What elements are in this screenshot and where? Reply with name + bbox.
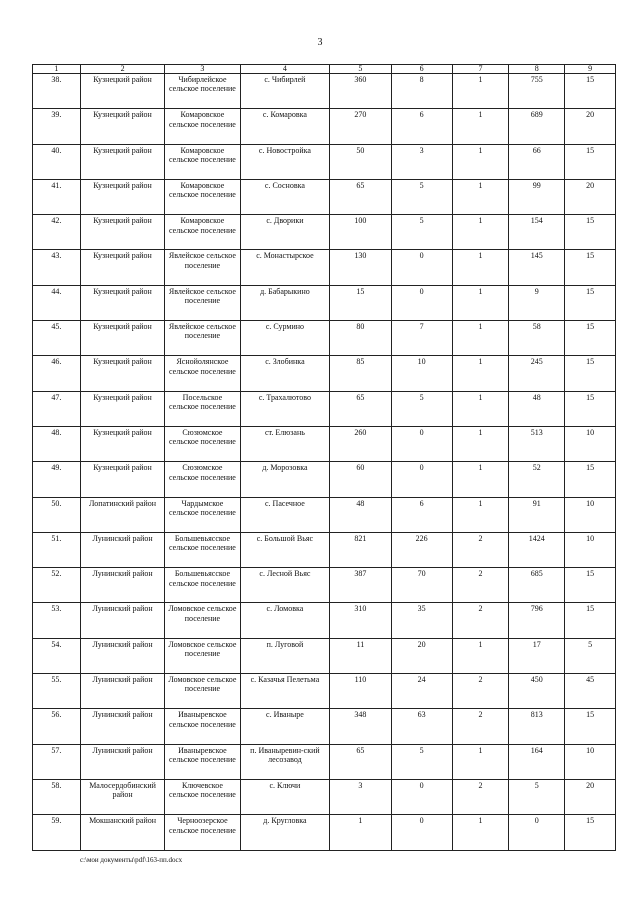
settlement-cell: Комаровское сельское поселение bbox=[165, 215, 240, 250]
col-8-value-cell: 145 bbox=[509, 250, 565, 285]
col-8-value-cell: 58 bbox=[509, 321, 565, 356]
col-8-value-cell: 164 bbox=[509, 744, 565, 779]
table-row bbox=[33, 674, 616, 709]
col-8-value-cell: 689 bbox=[509, 109, 565, 144]
settlement-cell: Явлейское сельское поселение bbox=[165, 285, 240, 320]
col-6-value-cell: 5 bbox=[391, 179, 452, 214]
col-9-value-cell: 15 bbox=[565, 321, 616, 356]
col-6-value-cell: 70 bbox=[391, 568, 452, 603]
col-5-value-cell: 310 bbox=[330, 603, 391, 638]
settlement-cell: Ломовское сельское поселение bbox=[165, 638, 240, 673]
col-6-value-cell: 10 bbox=[391, 356, 452, 391]
col-9-value-cell: 15 bbox=[565, 356, 616, 391]
locality-cell: с. Новостройка bbox=[240, 144, 330, 179]
col-9-value-cell: 15 bbox=[565, 603, 616, 638]
row-number-cell: 52. bbox=[33, 568, 81, 603]
row-number-cell: 45. bbox=[33, 321, 81, 356]
district-cell: Кузнецкий район bbox=[80, 215, 165, 250]
col-5-value-cell: 15 bbox=[330, 285, 391, 320]
col-8-value-cell: 66 bbox=[509, 144, 565, 179]
col-5-value-cell: 1 bbox=[330, 815, 391, 850]
col-6-value-cell: 226 bbox=[391, 532, 452, 567]
col-9-value-cell: 45 bbox=[565, 674, 616, 709]
row-number-cell: 49. bbox=[33, 462, 81, 497]
col-7-value-cell: 2 bbox=[452, 709, 509, 744]
col-8-value-cell: 685 bbox=[509, 568, 565, 603]
col-6-value-cell: 63 bbox=[391, 709, 452, 744]
col-6-value-cell: 0 bbox=[391, 779, 452, 814]
settlement-cell: Комаровское сельское поселение bbox=[165, 179, 240, 214]
locality-cell: с. Иваныре bbox=[240, 709, 330, 744]
settlement-cell: Комаровское сельское поселение bbox=[165, 144, 240, 179]
district-cell: Лунинский район bbox=[80, 568, 165, 603]
col-8-value-cell: 450 bbox=[509, 674, 565, 709]
col-9-value-cell: 15 bbox=[565, 568, 616, 603]
col-5-value-cell: 3 bbox=[330, 779, 391, 814]
col-6-value-cell: 8 bbox=[391, 74, 452, 109]
col-6-value-cell: 0 bbox=[391, 426, 452, 461]
table-row bbox=[33, 744, 616, 779]
col-7-value-cell: 2 bbox=[452, 674, 509, 709]
column-number-header: 8 bbox=[509, 65, 565, 74]
settlement-cell: Иваныревское сельское поселение bbox=[165, 709, 240, 744]
district-cell: Лунинский район bbox=[80, 532, 165, 567]
col-6-value-cell: 5 bbox=[391, 215, 452, 250]
col-6-value-cell: 0 bbox=[391, 285, 452, 320]
col-8-value-cell: 99 bbox=[509, 179, 565, 214]
row-number-cell: 38. bbox=[33, 74, 81, 109]
row-number-cell: 41. bbox=[33, 179, 81, 214]
col-7-value-cell: 1 bbox=[452, 462, 509, 497]
col-9-value-cell: 10 bbox=[565, 744, 616, 779]
col-8-value-cell: 1424 bbox=[509, 532, 565, 567]
table-row bbox=[33, 779, 616, 814]
locality-cell: с. Трахалютово bbox=[240, 391, 330, 426]
col-9-value-cell: 15 bbox=[565, 815, 616, 850]
district-cell: Кузнецкий район bbox=[80, 426, 165, 461]
column-number-header: 2 bbox=[80, 65, 165, 74]
col-8-value-cell: 245 bbox=[509, 356, 565, 391]
col-5-value-cell: 387 bbox=[330, 568, 391, 603]
row-number-cell: 44. bbox=[33, 285, 81, 320]
row-number-cell: 50. bbox=[33, 497, 81, 532]
col-7-value-cell: 1 bbox=[452, 426, 509, 461]
column-number-header: 6 bbox=[391, 65, 452, 74]
col-5-value-cell: 65 bbox=[330, 179, 391, 214]
col-7-value-cell: 1 bbox=[452, 74, 509, 109]
settlement-cell: Яснойолянское сельское поселение bbox=[165, 356, 240, 391]
col-7-value-cell: 1 bbox=[452, 179, 509, 214]
column-number-header: 4 bbox=[240, 65, 330, 74]
col-9-value-cell: 15 bbox=[565, 285, 616, 320]
col-5-value-cell: 48 bbox=[330, 497, 391, 532]
col-7-value-cell: 1 bbox=[452, 497, 509, 532]
locality-cell: с. Злобинка bbox=[240, 356, 330, 391]
district-cell: Лунинский район bbox=[80, 674, 165, 709]
col-7-value-cell: 1 bbox=[452, 285, 509, 320]
row-number-cell: 57. bbox=[33, 744, 81, 779]
row-number-cell: 46. bbox=[33, 356, 81, 391]
col-8-value-cell: 91 bbox=[509, 497, 565, 532]
settlement-cell: Сюзюмское сельское поселение bbox=[165, 462, 240, 497]
settlement-cell: Комаровское сельское поселение bbox=[165, 109, 240, 144]
district-cell: Лунинский район bbox=[80, 744, 165, 779]
table-row bbox=[33, 709, 616, 744]
footer-file-path: c:\мои документы\pdf\163-пп.docx bbox=[80, 856, 183, 864]
col-9-value-cell: 15 bbox=[565, 462, 616, 497]
col-9-value-cell: 15 bbox=[565, 709, 616, 744]
locality-cell: с. Дворики bbox=[240, 215, 330, 250]
locality-cell: с. Монастырское bbox=[240, 250, 330, 285]
col-8-value-cell: 52 bbox=[509, 462, 565, 497]
column-number-header: 9 bbox=[565, 65, 616, 74]
col-9-value-cell: 10 bbox=[565, 497, 616, 532]
locality-cell: ст. Елюзань bbox=[240, 426, 330, 461]
col-7-value-cell: 1 bbox=[452, 391, 509, 426]
col-5-value-cell: 65 bbox=[330, 744, 391, 779]
locality-cell: д. Бабарыкино bbox=[240, 285, 330, 320]
settlement-cell: Ключевское сельское поселение bbox=[165, 779, 240, 814]
settlement-cell: Чибирлейское сельское поселение bbox=[165, 74, 240, 109]
col-6-value-cell: 5 bbox=[391, 744, 452, 779]
district-cell: Кузнецкий район bbox=[80, 285, 165, 320]
table-row bbox=[33, 603, 616, 638]
column-number-header: 1 bbox=[33, 65, 81, 74]
locality-cell: с. Чибирлей bbox=[240, 74, 330, 109]
table-row bbox=[33, 815, 616, 850]
locality-cell: с. Комаровка bbox=[240, 109, 330, 144]
district-cell: Лопатинский район bbox=[80, 497, 165, 532]
district-cell: Кузнецкий район bbox=[80, 321, 165, 356]
settlement-cell: Большевьясское сельское поселение bbox=[165, 568, 240, 603]
locality-cell: с. Большой Вьяс bbox=[240, 532, 330, 567]
col-8-value-cell: 5 bbox=[509, 779, 565, 814]
row-number-cell: 56. bbox=[33, 709, 81, 744]
district-cell: Кузнецкий район bbox=[80, 250, 165, 285]
col-7-value-cell: 2 bbox=[452, 532, 509, 567]
col-5-value-cell: 110 bbox=[330, 674, 391, 709]
col-5-value-cell: 80 bbox=[330, 321, 391, 356]
locality-cell: с. Сурмино bbox=[240, 321, 330, 356]
col-7-value-cell: 1 bbox=[452, 215, 509, 250]
settlement-cell: Явлейское сельское поселение bbox=[165, 250, 240, 285]
table-row bbox=[33, 215, 616, 250]
table-row bbox=[33, 321, 616, 356]
locality-cell: с. Казачья Пелетьма bbox=[240, 674, 330, 709]
district-cell: Лунинский район bbox=[80, 709, 165, 744]
col-8-value-cell: 154 bbox=[509, 215, 565, 250]
table-row bbox=[33, 356, 616, 391]
table-row bbox=[33, 462, 616, 497]
district-cell: Мокшанский район bbox=[80, 815, 165, 850]
district-cell: Кузнецкий район bbox=[80, 144, 165, 179]
settlement-cell: Иваныревское сельское поселение bbox=[165, 744, 240, 779]
col-7-value-cell: 1 bbox=[452, 321, 509, 356]
row-number-cell: 47. bbox=[33, 391, 81, 426]
row-number-cell: 48. bbox=[33, 426, 81, 461]
col-8-value-cell: 9 bbox=[509, 285, 565, 320]
col-7-value-cell: 1 bbox=[452, 356, 509, 391]
row-number-cell: 43. bbox=[33, 250, 81, 285]
col-6-value-cell: 35 bbox=[391, 603, 452, 638]
district-cell: Кузнецкий район bbox=[80, 74, 165, 109]
district-cell: Лунинский район bbox=[80, 603, 165, 638]
col-9-value-cell: 15 bbox=[565, 144, 616, 179]
row-number-cell: 51. bbox=[33, 532, 81, 567]
col-9-value-cell: 15 bbox=[565, 250, 616, 285]
table-row bbox=[33, 109, 616, 144]
col-5-value-cell: 348 bbox=[330, 709, 391, 744]
column-number-header: 7 bbox=[452, 65, 509, 74]
col-9-value-cell: 20 bbox=[565, 779, 616, 814]
table-row bbox=[33, 638, 616, 673]
col-9-value-cell: 10 bbox=[565, 532, 616, 567]
locality-cell: с. Пасечное bbox=[240, 497, 330, 532]
col-5-value-cell: 360 bbox=[330, 74, 391, 109]
col-6-value-cell: 3 bbox=[391, 144, 452, 179]
settlement-cell: Посельское сельское поселение bbox=[165, 391, 240, 426]
col-7-value-cell: 1 bbox=[452, 144, 509, 179]
col-5-value-cell: 65 bbox=[330, 391, 391, 426]
col-6-value-cell: 5 bbox=[391, 391, 452, 426]
table-row bbox=[33, 532, 616, 567]
locality-cell: с. Сосновка bbox=[240, 179, 330, 214]
locality-cell: д. Кругловка bbox=[240, 815, 330, 850]
settlement-cell: Чардымское сельское поселение bbox=[165, 497, 240, 532]
col-9-value-cell: 15 bbox=[565, 215, 616, 250]
settlement-cell: Явлейское сельское поселение bbox=[165, 321, 240, 356]
settlement-cell: Большевьясское сельское поселение bbox=[165, 532, 240, 567]
row-number-cell: 53. bbox=[33, 603, 81, 638]
table-row bbox=[33, 285, 616, 320]
table-row bbox=[33, 426, 616, 461]
col-9-value-cell: 15 bbox=[565, 391, 616, 426]
col-6-value-cell: 0 bbox=[391, 250, 452, 285]
district-cell: Малосердобинский район bbox=[80, 779, 165, 814]
col-7-value-cell: 1 bbox=[452, 250, 509, 285]
col-7-value-cell: 1 bbox=[452, 744, 509, 779]
col-8-value-cell: 513 bbox=[509, 426, 565, 461]
col-8-value-cell: 17 bbox=[509, 638, 565, 673]
locality-cell: с. Ключи bbox=[240, 779, 330, 814]
row-number-cell: 54. bbox=[33, 638, 81, 673]
table-row bbox=[33, 74, 616, 109]
col-7-value-cell: 1 bbox=[452, 815, 509, 850]
row-number-cell: 39. bbox=[33, 109, 81, 144]
locality-cell: с. Ломовка bbox=[240, 603, 330, 638]
col-7-value-cell: 2 bbox=[452, 779, 509, 814]
col-6-value-cell: 7 bbox=[391, 321, 452, 356]
district-cell: Лунинский район bbox=[80, 638, 165, 673]
col-5-value-cell: 60 bbox=[330, 462, 391, 497]
locality-cell: д. Морозовка bbox=[240, 462, 330, 497]
row-number-cell: 42. bbox=[33, 215, 81, 250]
district-cell: Кузнецкий район bbox=[80, 391, 165, 426]
table-row bbox=[33, 391, 616, 426]
col-9-value-cell: 20 bbox=[565, 109, 616, 144]
col-5-value-cell: 821 bbox=[330, 532, 391, 567]
col-6-value-cell: 6 bbox=[391, 109, 452, 144]
col-6-value-cell: 6 bbox=[391, 497, 452, 532]
district-cell: Кузнецкий район bbox=[80, 356, 165, 391]
col-6-value-cell: 0 bbox=[391, 462, 452, 497]
col-8-value-cell: 813 bbox=[509, 709, 565, 744]
col-5-value-cell: 260 bbox=[330, 426, 391, 461]
col-6-value-cell: 24 bbox=[391, 674, 452, 709]
col-6-value-cell: 20 bbox=[391, 638, 452, 673]
col-5-value-cell: 50 bbox=[330, 144, 391, 179]
district-cell: Кузнецкий район bbox=[80, 462, 165, 497]
table-row bbox=[33, 250, 616, 285]
settlement-cell: Ломовское сельское поселение bbox=[165, 603, 240, 638]
column-number-header: 3 bbox=[165, 65, 240, 74]
data-table bbox=[32, 64, 616, 851]
col-8-value-cell: 48 bbox=[509, 391, 565, 426]
table-body bbox=[33, 65, 616, 851]
row-number-cell: 58. bbox=[33, 779, 81, 814]
col-6-value-cell: 0 bbox=[391, 815, 452, 850]
column-number-header: 5 bbox=[330, 65, 391, 74]
col-5-value-cell: 11 bbox=[330, 638, 391, 673]
table-row bbox=[33, 144, 616, 179]
locality-cell: п. Иваныревин-ский лесозавод bbox=[240, 744, 330, 779]
col-8-value-cell: 796 bbox=[509, 603, 565, 638]
col-7-value-cell: 1 bbox=[452, 638, 509, 673]
col-5-value-cell: 270 bbox=[330, 109, 391, 144]
table-header-row bbox=[33, 65, 616, 74]
district-cell: Кузнецкий район bbox=[80, 179, 165, 214]
table-row bbox=[33, 497, 616, 532]
table-row bbox=[33, 179, 616, 214]
col-8-value-cell: 755 bbox=[509, 74, 565, 109]
row-number-cell: 40. bbox=[33, 144, 81, 179]
col-7-value-cell: 2 bbox=[452, 603, 509, 638]
settlement-cell: Черноозерское сельское поселение bbox=[165, 815, 240, 850]
col-5-value-cell: 130 bbox=[330, 250, 391, 285]
locality-cell: п. Луговой bbox=[240, 638, 330, 673]
col-8-value-cell: 0 bbox=[509, 815, 565, 850]
settlement-cell: Сюзюмское сельское поселение bbox=[165, 426, 240, 461]
settlement-cell: Ломовское сельское поселение bbox=[165, 674, 240, 709]
table-row bbox=[33, 568, 616, 603]
locality-cell: с. Лесной Вьяс bbox=[240, 568, 330, 603]
district-cell: Кузнецкий район bbox=[80, 109, 165, 144]
col-7-value-cell: 2 bbox=[452, 568, 509, 603]
row-number-cell: 55. bbox=[33, 674, 81, 709]
col-9-value-cell: 20 bbox=[565, 179, 616, 214]
col-9-value-cell: 10 bbox=[565, 426, 616, 461]
col-5-value-cell: 85 bbox=[330, 356, 391, 391]
col-9-value-cell: 5 bbox=[565, 638, 616, 673]
col-9-value-cell: 15 bbox=[565, 74, 616, 109]
row-number-cell: 59. bbox=[33, 815, 81, 850]
col-7-value-cell: 1 bbox=[452, 109, 509, 144]
col-5-value-cell: 100 bbox=[330, 215, 391, 250]
page-number: 3 bbox=[317, 37, 323, 48]
